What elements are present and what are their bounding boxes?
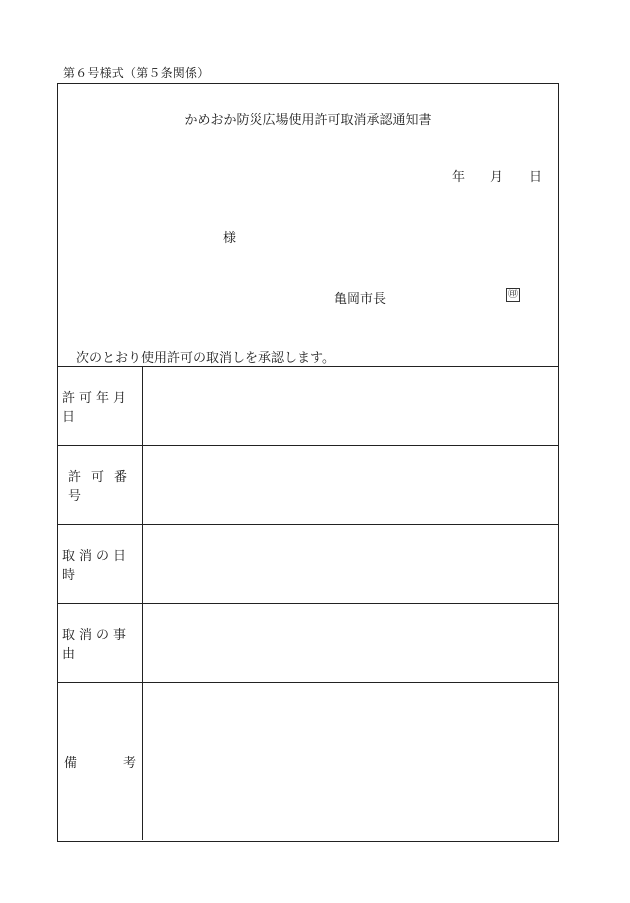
remarks-label-right: 考 [122,756,136,771]
date-day-label: 日 [528,170,542,185]
field-label-cancel-reason: 取消の事由 [58,604,143,682]
field-label-permit-number: 許可番号 [58,446,143,524]
field-row-permit-date [58,367,558,446]
field-value-cancel-reason [143,604,558,682]
issuer-name: 亀岡市長 [334,292,387,307]
field-value-cancel-datetime [143,525,558,603]
addressee-suffix: 様 [223,231,237,246]
document-title: かめおか防災広場使用許可取消承認通知書 [184,113,432,128]
field-label-permit-date: 許可年月日 [58,367,143,445]
date-month-label: 月 [489,170,503,185]
field-value-permit-number [143,446,558,524]
field-row-permit-number [58,446,558,525]
seal-mark: ㊞ [508,289,518,300]
form-number: 第６号様式（第５条関係） [63,66,210,80]
date-year-label: 年 [451,170,465,185]
field-label-remarks [58,683,143,840]
form-frame [57,83,559,842]
intro-text: 次のとおり使用許可の取消しを承認します。 [76,351,335,366]
field-value-permit-date [143,367,558,445]
form-header [58,84,558,367]
fields-table [58,367,558,840]
field-label-cancel-datetime: 取消の日時 [58,525,143,603]
field-row-cancel-reason [58,604,558,683]
date-line [452,166,542,185]
remarks-label-left: 備 [64,756,78,771]
field-row-cancel-datetime [58,525,558,604]
field-row-remarks [58,683,558,840]
field-value-remarks [143,683,558,840]
